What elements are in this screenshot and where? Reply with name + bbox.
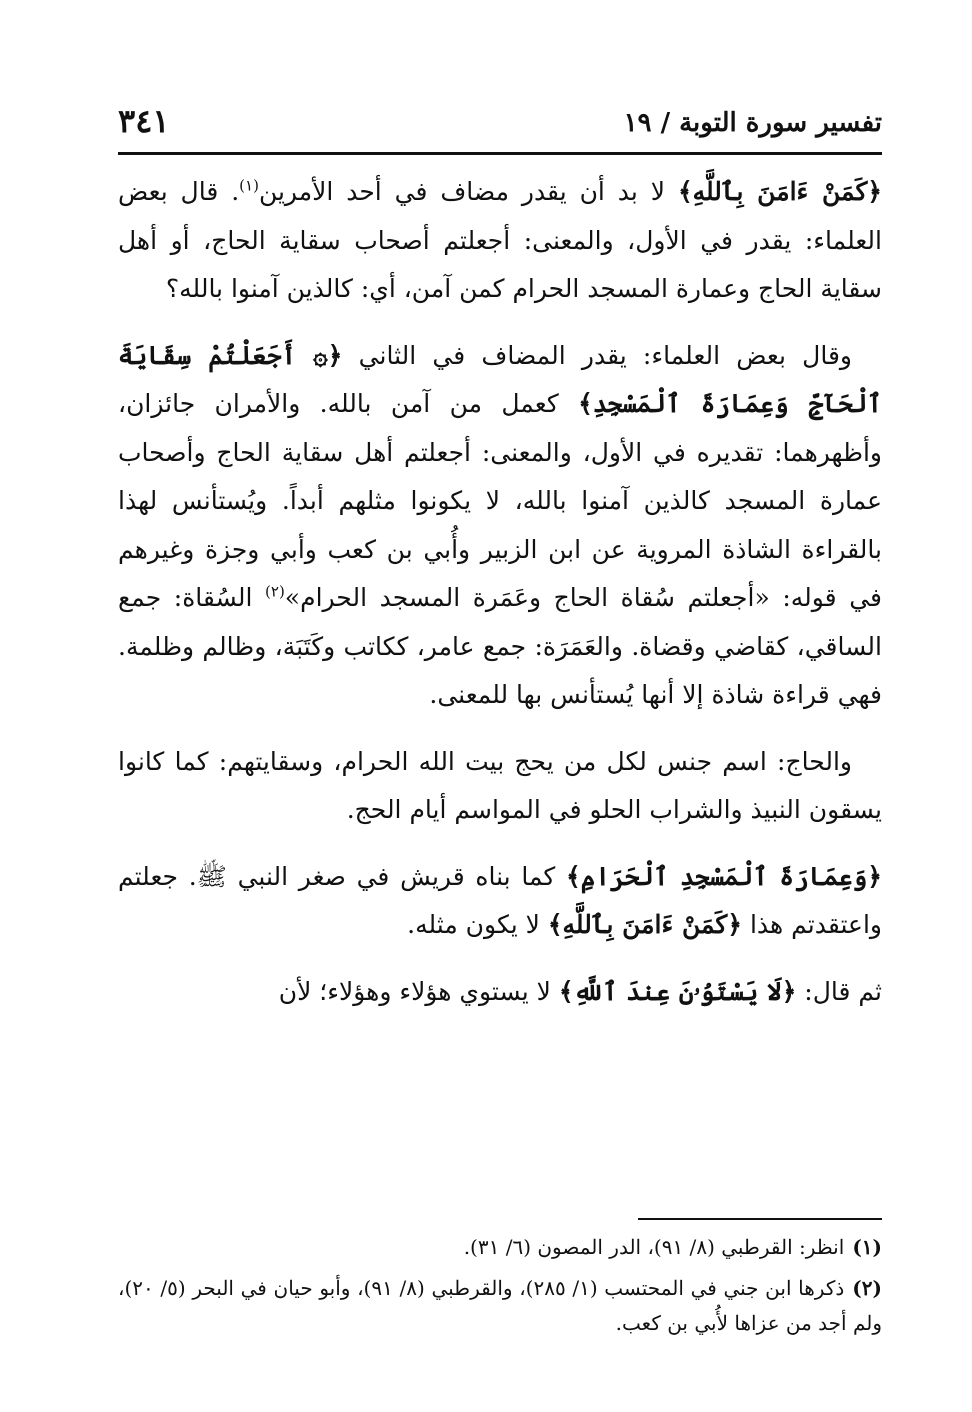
footnote-rule (638, 1218, 882, 1220)
running-title: تفسير سورة التوبة / ١٩ (623, 108, 882, 138)
footnote-number: (٢) (852, 1276, 882, 1300)
header-rule (118, 152, 882, 155)
body-text (118, 168, 882, 1034)
paragraph-1 (118, 168, 882, 314)
page-header (118, 102, 882, 150)
paragraph-text: وقال بعض العلماء: يقدر المضاف في الثاني (342, 340, 852, 370)
paragraph-text: . قال بعض العلماء: يقدر في الأول، والمعنى: أجعلتم أصحاب سقاية الحاج، أو أهل سقاية الحاج وعمارة المسجد الحرام كمن آمن، أي: كالذين آمنوا بالله؟ (118, 177, 882, 303)
paragraph-3 (118, 738, 882, 835)
quran-open-bracket: ﴿ (867, 861, 882, 891)
paragraph-text: كما بناه قريش في صغر النبي ﷺ. جعلتم واعتقدتم هذا (118, 861, 882, 939)
footnote-2 (118, 1271, 882, 1341)
footnotes (118, 1230, 882, 1347)
paragraph-text: كعمل من آمن بالله. والأمران جائزان، وأظهرهما: تقديره في الأول، والمعنى: أجعلتم أهل سقاية الحاج وأصحاب عمارة المسجد كالذين آمنوا بالله، لا يكونوا مثلهم أبداً. ويُستأنس لهذا بالقراءة الشاذة المروية عن ابن الزبير وأُبي بن كعب وأبي وجزة وغيرهم في قوله: «أجعلتم سُقاة الحاج وعَمَرة المسجد الحرام» (118, 389, 882, 612)
quran-quote: كَمَنْ ءَامَنَ بِٱللَّهِ (692, 177, 868, 206)
quran-close-bracket: ﴾ (578, 389, 593, 418)
quran-open-bracket: ﴿ (781, 976, 797, 1006)
footnote-1 (118, 1230, 882, 1265)
footnote-ref-2[interactable]: (٢) (265, 582, 285, 601)
paragraph-text: السُقاة: جمع الساقي، كقاضي وقضاة. والعَمَرَة: جمع عامر، ككاتب وكَتَبَة، وظالم وظلمة. فهي قراءة شاذة إلا أنها يُستأنس بها للمعنى. (118, 583, 882, 709)
quran-quote: ۞ أَجَعَلْتُمْ سِقَايَةَ ٱلْحَآجِّ وَعِمَارَةَ ٱلْمَسْجِدِ (118, 340, 882, 418)
paragraph-2 (118, 332, 882, 720)
footnote-text: ذكرها ابن جني في المحتسب (١/ ٢٨٥)، والقرطبي (٨/ ٩١)، وأبو حيان في البحر (٥/ ٢٠)، ولم أجد من عزاها لأُبي بن كعب. (118, 1276, 882, 1335)
quran-close-bracket: ﴾ (547, 910, 563, 939)
quran-open-bracket: ﴿ (727, 910, 742, 939)
quran-quote: لَا يَسْتَوُۥنَ عِندَ ٱللَّهِ (573, 976, 782, 1006)
footnote-text: انظر: القرطبي (٨/ ٩١)، الدر المصون (٦/ ٣١). (463, 1235, 845, 1259)
paragraph-text: لا بد أن يقدر مضاف في أحد الأمرين (258, 177, 678, 206)
paragraph-5 (118, 968, 882, 1017)
paragraph-text: ثم قال: (796, 976, 882, 1006)
quran-close-bracket: ﴾ (566, 861, 581, 891)
paragraph-text: والحاج: اسم جنس لكل من يحج بيت الله الحرام، وسقايتهم: كما كانوا يسقون النبيذ والشراب الحلو في المواسم أيام الحج. (118, 746, 882, 824)
quran-open-bracket: ﴿ (327, 340, 343, 370)
quran-close-bracket: ﴾ (558, 976, 574, 1006)
quran-quote: كَمَنْ ءَامَنَ بِٱللَّهِ (562, 910, 728, 939)
page-number: ٣٤١ (118, 102, 170, 140)
quran-open-bracket: ﴿ (867, 177, 883, 206)
paragraph-text: لا يكون مثله. (407, 910, 548, 939)
paragraph-4 (118, 853, 882, 950)
footnote-ref-1[interactable]: (١) (239, 176, 259, 195)
footnote-number: (١) (852, 1235, 882, 1259)
paragraph-text: لا يستوي هؤلاء وهؤلاء؛ لأن (278, 976, 559, 1006)
quran-close-bracket: ﴾ (677, 177, 693, 206)
quran-quote: وَعِمَارَةَ ٱلْمَسْجِدِ ٱلْحَرَامِ (580, 861, 868, 891)
